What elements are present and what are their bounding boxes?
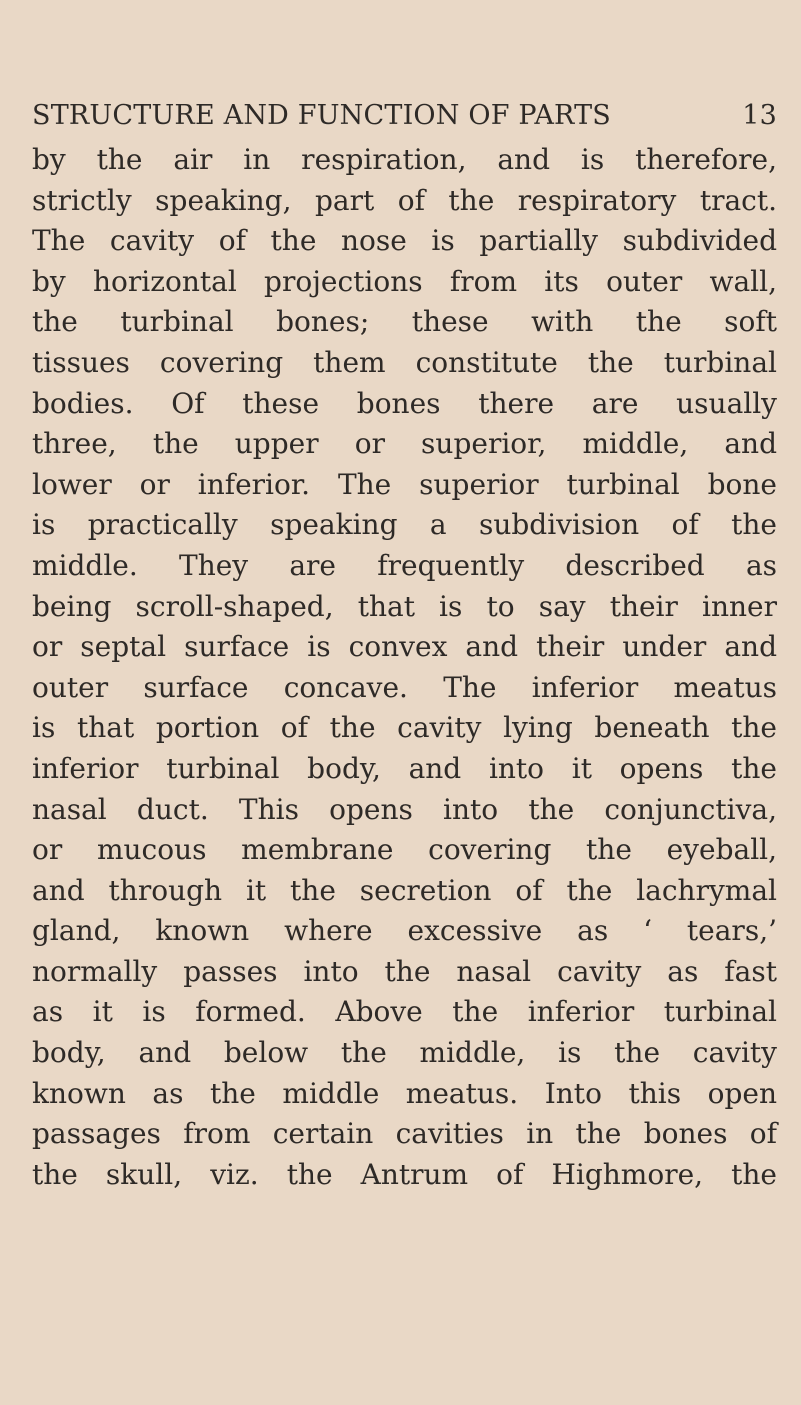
- text-line: by horizontal projections from its outer wall,: [32, 264, 777, 298]
- text-line: body, and below the middle, is the cavity: [32, 1036, 777, 1070]
- text-line: outer surface concave. The inferior meatus: [32, 670, 777, 704]
- text-line: is practically speaking a subdivision of the: [32, 508, 777, 542]
- text-line: bodies. Of these bones there are usually: [32, 386, 777, 420]
- running-head: [32, 100, 777, 131]
- text-line: being scroll-shaped, that is to say their inner: [32, 589, 777, 623]
- text-line: known as the middle meatus. Into this open: [32, 1076, 777, 1110]
- text-line: lower or inferior. The superior turbinal bone: [32, 467, 777, 501]
- text-line: middle. They are frequently described as: [32, 548, 777, 582]
- text-line: is that portion of the cavity lying beneath the: [32, 711, 777, 745]
- text-line: strictly speaking, part of the respiratory tract.: [32, 183, 777, 217]
- running-head-title: STRUCTURE AND FUNCTION OF PARTS: [32, 100, 611, 131]
- text-line: the skull, viz. the Antrum of Highmore, the: [32, 1157, 777, 1191]
- text-line: passages from certain cavities in the bones of: [32, 1117, 777, 1151]
- page-number: 13: [742, 100, 777, 131]
- text-line: gland, known where excessive as ‘ tears,’: [32, 914, 777, 948]
- text-line: by the air in respiration, and is therefore,: [32, 143, 777, 176]
- text-line: normally passes into the nasal cavity as fast: [32, 954, 777, 988]
- text-line: three, the upper or superior, middle, and: [32, 427, 777, 461]
- text-line: the turbinal bones; these with the soft: [32, 305, 777, 339]
- text-line: or septal surface is convex and their under and: [32, 630, 777, 664]
- text-line: nasal duct. This opens into the conjunctiva,: [32, 792, 777, 826]
- text-line: and through it the secretion of the lachrymal: [32, 873, 777, 907]
- text-line: The cavity of the nose is partially subdivided: [32, 224, 777, 258]
- text-line: tissues covering them constitute the turbinal: [32, 345, 777, 379]
- text-line: inferior turbinal body, and into it opens the: [32, 751, 777, 785]
- body-text: [32, 140, 777, 1195]
- text-line: or mucous membrane covering the eyeball,: [32, 833, 777, 867]
- text-line: as it is formed. Above the inferior turbinal: [32, 995, 777, 1029]
